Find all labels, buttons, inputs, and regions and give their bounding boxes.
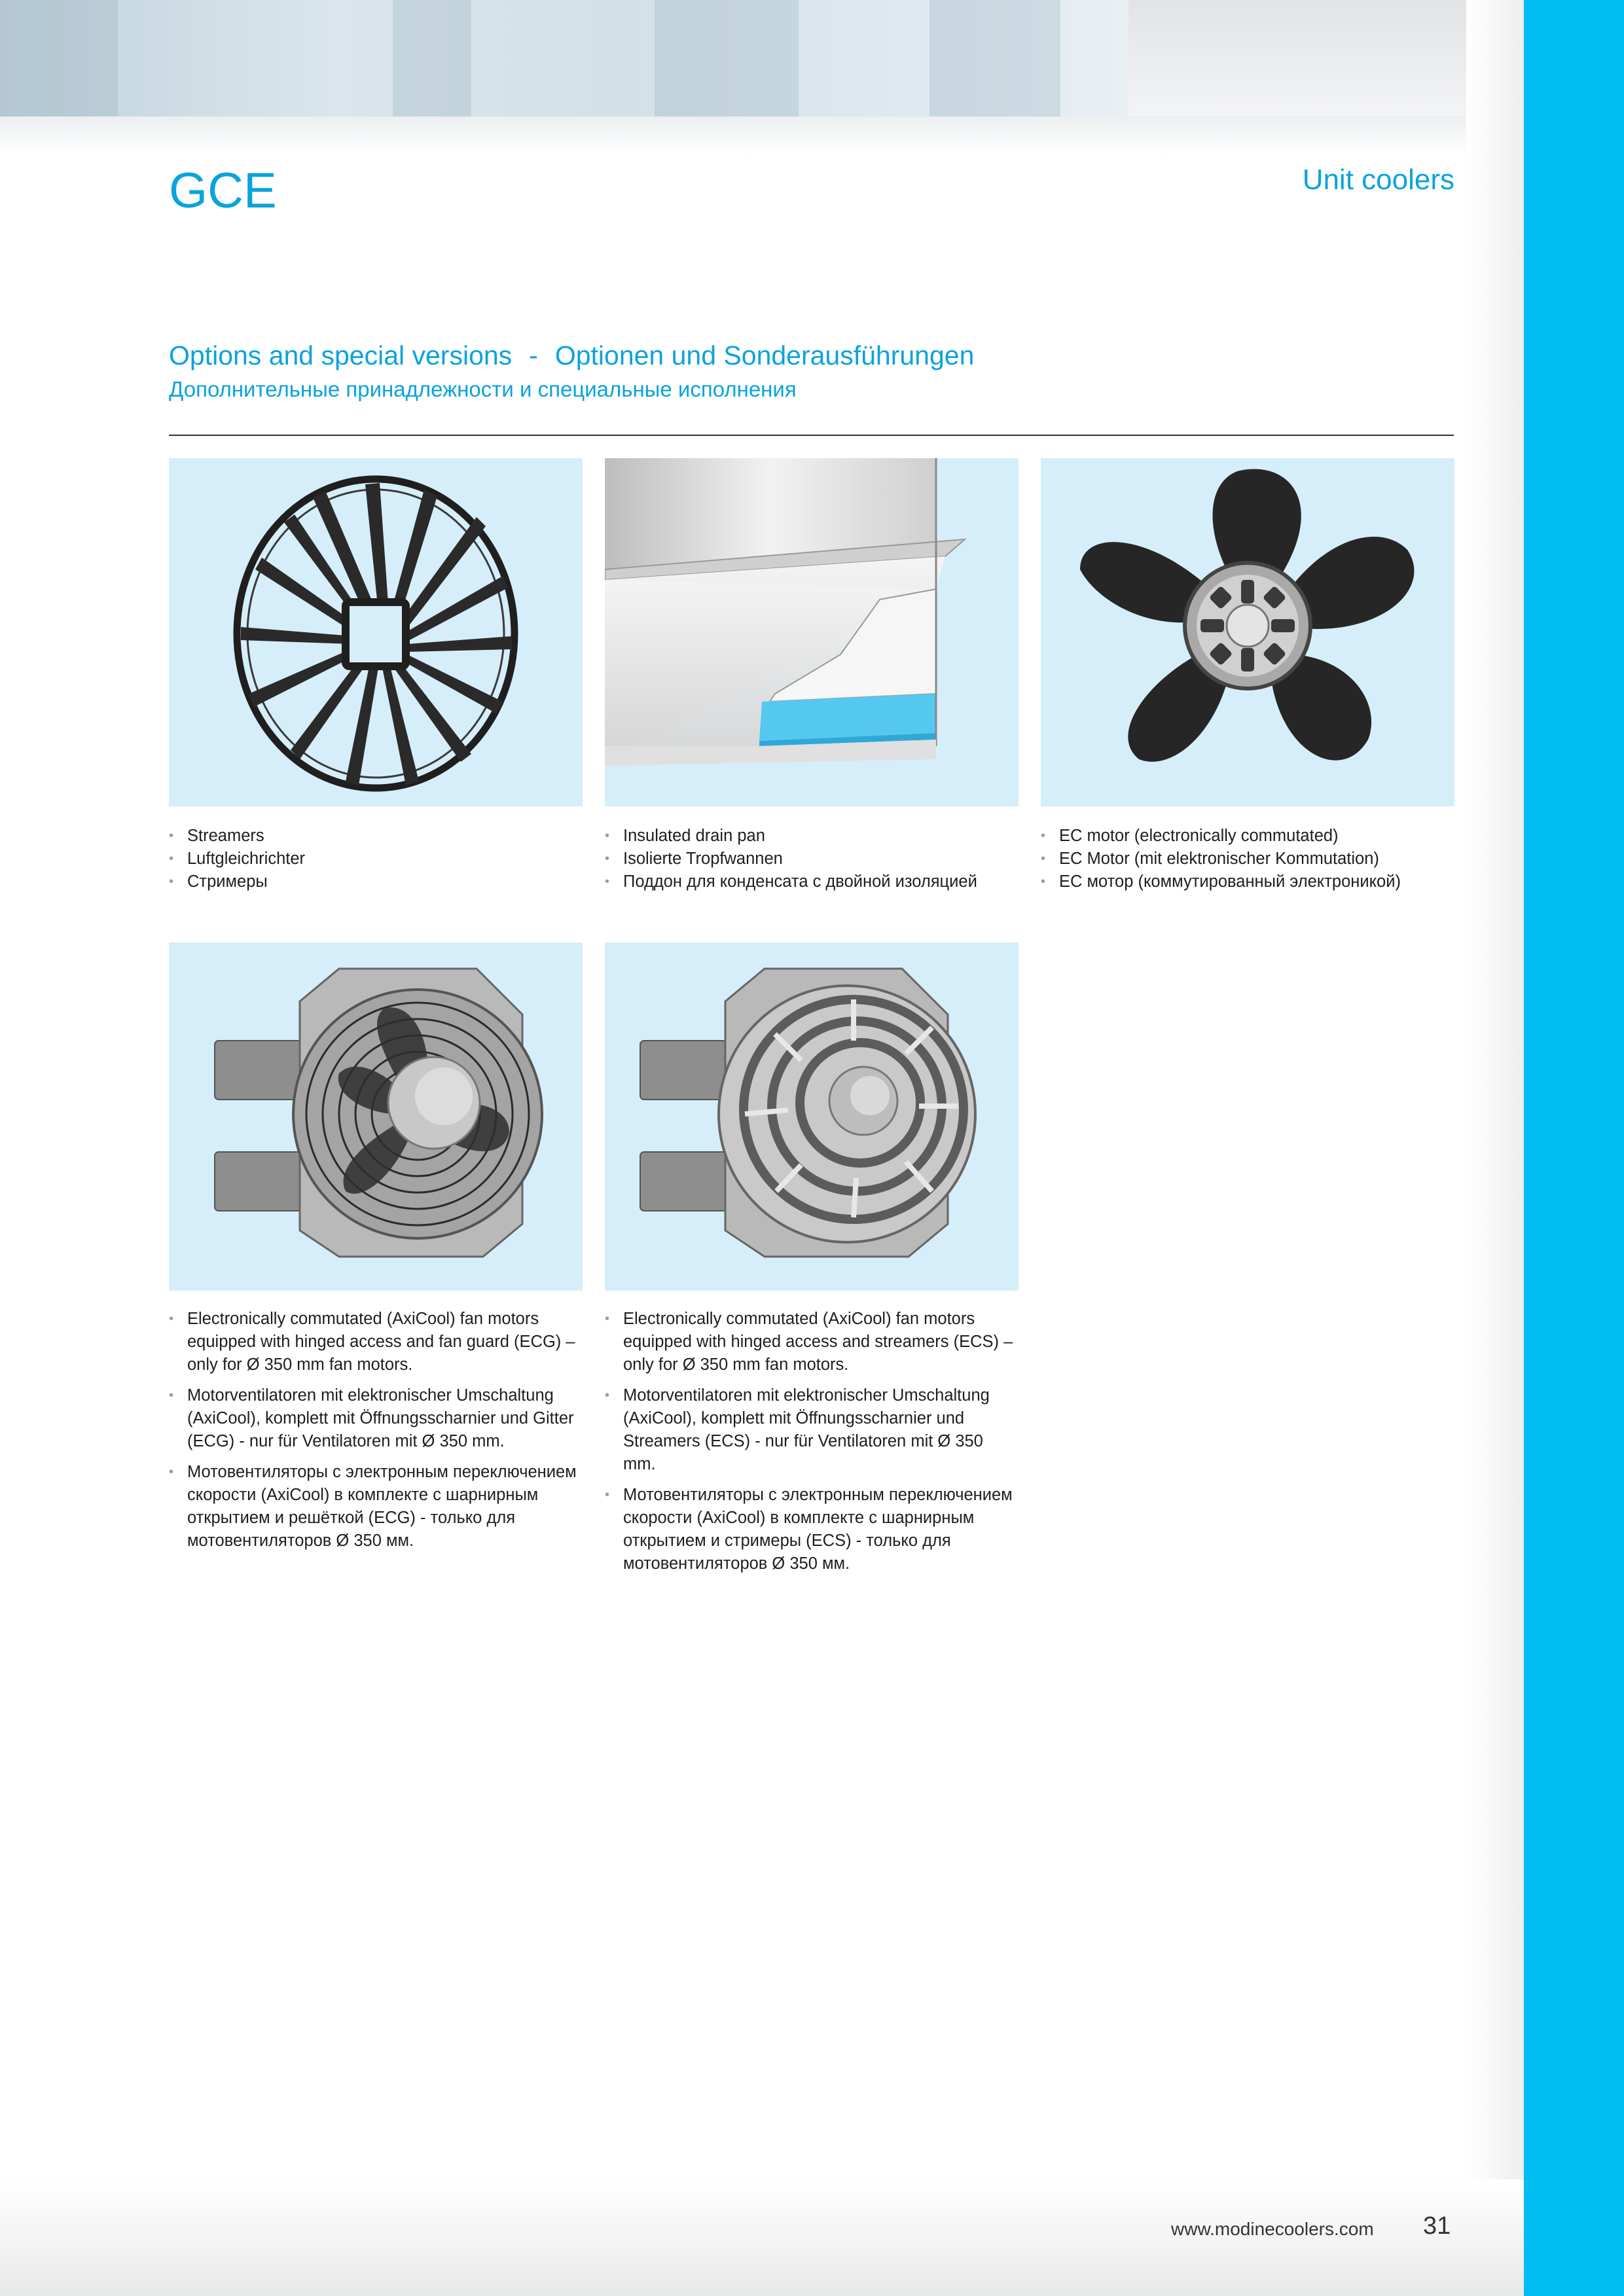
drain-pan-icon	[605, 458, 1019, 806]
page-number: 31	[1423, 2212, 1451, 2240]
header-photo-strip	[0, 0, 1128, 117]
fan-streamers-list	[605, 1308, 1019, 1583]
list-item: • Luftgleichrichter	[169, 848, 588, 870]
list-item: • Electronically commutated (AxiCool) fan motors equipped with hinged access and fan guard (ECG) – only for Ø 350 mm fan motors.	[169, 1308, 583, 1376]
list-item: • Мотовентиляторы с электронным переключением скорости (AxiCool) в комплекте с шарнирным открытием и стримеры (ECS) - только для мотовентиляторов Ø 350 мм.	[605, 1484, 1019, 1575]
fan-guard-image	[169, 942, 583, 1291]
fan-streamers-icon	[605, 942, 1019, 1291]
list-item: • Motorventilatoren mit elektronischer Umschaltung (AxiCool), komplett mit Öffnungsscharnier und Gitter (ECG) - nur für Ventilatoren mit Ø 350 mm.	[169, 1384, 583, 1453]
list-item: • Мотовентиляторы с электронным переключением скорости (AxiCool) в комплекте с шарнирным открытием и решёткой (ECG) - только для мотовентиляторов Ø 350 мм.	[169, 1461, 583, 1552]
ec-motor-list	[1041, 825, 1460, 893]
footer-website-link[interactable]: www.modinecoolers.com	[1171, 2219, 1374, 2239]
heading-en: Options and special versions	[169, 340, 513, 370]
list-item: • Streamers	[169, 825, 588, 848]
list-item: • ЕС мотор (коммутированный электроникой)	[1041, 870, 1460, 893]
header-fade	[0, 117, 1524, 156]
header-gray-block	[1128, 0, 1524, 117]
divider	[169, 435, 1454, 436]
list-item: • Поддон для конденсата с двойной изоляцией	[605, 870, 1024, 893]
ec-fan-icon	[1041, 458, 1454, 806]
fan-streamers-image	[605, 942, 1019, 1291]
fan-guard-list	[169, 1308, 583, 1560]
section-name: Unit coolers	[1302, 164, 1454, 196]
streamers-image	[169, 458, 583, 806]
section-subheading: Дополнительные принадлежности и специальные исполнения	[169, 377, 797, 401]
drain-pan-list	[605, 825, 1024, 893]
section-heading	[169, 340, 974, 371]
list-item: • Motorventilatoren mit elektronischer Umschaltung (AxiCool), komplett mit Öffnungsscharnier und Streamers (ECS) - nur für Ventilatoren mit Ø 350 mm.	[605, 1384, 1019, 1476]
streamers-list	[169, 825, 588, 893]
drain-pan-image	[605, 458, 1019, 806]
fan-guard-icon	[169, 942, 583, 1291]
side-shadow	[1466, 0, 1524, 2296]
list-item: • Isolierte Tropfwannen	[605, 848, 1024, 870]
list-item: • EC motor (electronically commutated)	[1041, 825, 1460, 848]
list-item: • Electronically commutated (AxiCool) fan motors equipped with hinged access and streamers (ECS) – only for Ø 350 mm fan motors.	[605, 1308, 1019, 1376]
side-color-bar	[1524, 0, 1624, 2296]
list-item: • Стримеры	[169, 870, 588, 893]
list-item: • EC Motor (mit elektronischer Kommutation)	[1041, 848, 1460, 870]
heading-separator: -	[529, 340, 538, 370]
ec-motor-image	[1041, 458, 1454, 806]
heading-de: Optionen und Sonderausführungen	[554, 340, 975, 370]
page-title: GCE	[169, 163, 277, 219]
list-item: • Insulated drain pan	[605, 825, 1024, 848]
streamers-icon	[169, 458, 583, 806]
